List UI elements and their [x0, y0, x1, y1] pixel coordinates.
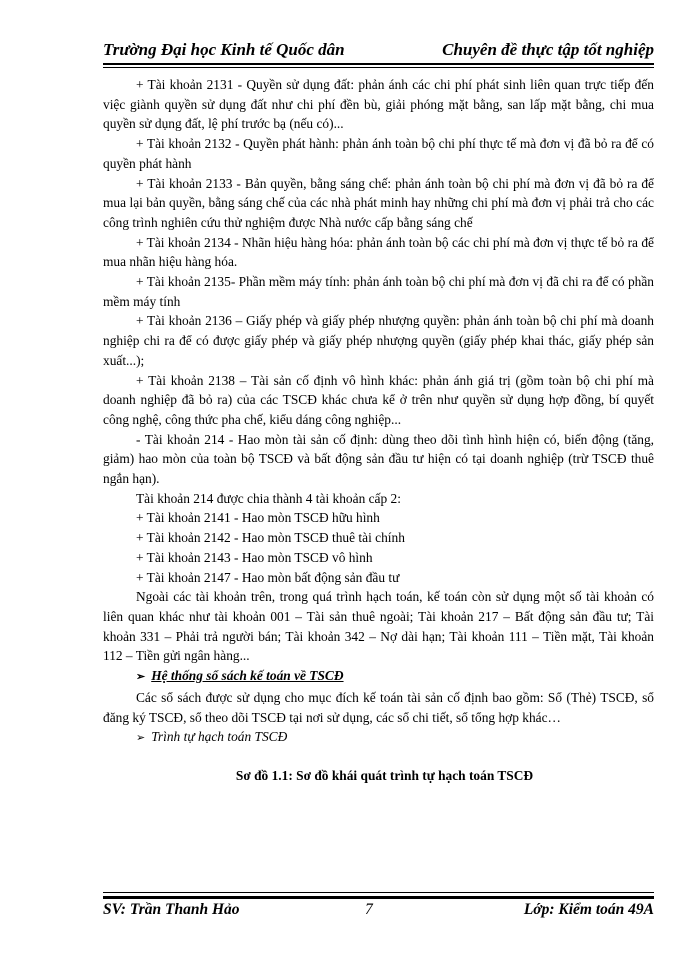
- page-body: [103, 75, 654, 786]
- header-rule-thick: [103, 63, 654, 65]
- paragraph-tk2136: + Tài khoản 2136 – Giấy phép và giấy phép nhượng quyền: phản ánh toàn bộ chi phí mà doanh nghiệp chi ra để có được giấy phép và giấy phép nhượng quyền (giấy phép khai thác, giấy phép sản xuất...);: [103, 313, 654, 368]
- section-heading-books-text: Hệ thống sổ sách kế toán về TSCĐ: [151, 668, 344, 684]
- header-report-title: Chuyên đề thực tập tốt nghiệp: [442, 40, 654, 59]
- footer-class: Lớp: Kiểm toán 49A: [523, 901, 654, 918]
- paragraph-books: Các sổ sách được sử dụng cho mục đích kế toán tài sản cố định bao gồm: Sổ (Thẻ) TSCĐ, sổ đăng ký TSCĐ, sổ theo dõi TSCĐ tại nơi sử dụng, các sổ chi tiết, sổ tổng hợp khác…: [103, 689, 654, 725]
- arrow-bullet-icon: ➢: [136, 732, 146, 745]
- list-item-tk2141: + Tài khoản 2141 - Hao mòn TSCĐ hữu hình: [136, 510, 380, 526]
- list-item-tk2143: + Tài khoản 2143 - Hao mòn TSCĐ vô hình: [136, 549, 373, 565]
- page-header: [103, 40, 654, 64]
- paragraph-tk2134: + Tài khoản 2134 - Nhãn hiệu hàng hóa: phản ánh toàn bộ các chi phí mà đơn vị thực tế bỏ ra để mua nhãn hiệu hàng hóa.: [103, 234, 654, 270]
- section-heading-books: [103, 666, 654, 688]
- footer-rule-thin: [103, 892, 654, 893]
- paragraph-tk214: - Tài khoản 214 - Hao mòn tài sản cố định: dùng theo dõi tình hình hiện có, biến động (tăng, giảm) hao mòn của toàn bộ TSCĐ và bất động sản đầu tư hiện có tại doanh nghiệp (trừ TSCĐ thuê ngắn hạn).: [103, 431, 654, 487]
- page-footer: [103, 901, 654, 925]
- arrow-bullet-icon: ➢: [136, 671, 146, 684]
- paragraph-other-accounts: Ngoài các tài khoản trên, trong quá trình hạch toán, kế toán còn sử dụng một số tài khoản có liên quan khác như tài khoản 001 – Tài sản thuê ngoài; Tài khoản 217 – Bất động sản đầu tư; Tài khoản 331 – Phải trả người bán; Tài khoản 342 – Nợ dài hạn; Tài khoản 111 – Tiền mặt, Tài khoản 112 – Tiền gửi ngân hàng...: [103, 589, 654, 664]
- footer-rule-thick: [103, 896, 654, 899]
- footer-student: SV: Trần Thanh Hảo: [103, 901, 240, 918]
- list-item-tk2142: + Tài khoản 2142 - Hao mòn TSCĐ thuê tài chính: [136, 530, 405, 546]
- header-university: Trường Đại học Kinh tế Quốc dân: [103, 40, 345, 59]
- diagram-title: Sơ đồ 1.1: Sơ đồ khái quát trình tự hạch toán TSCĐ: [235, 767, 534, 783]
- paragraph-tk2131: + Tài khoản 2131 - Quyền sử dụng đất: phản ánh các chi phí phát sinh liên quan trực tiếp đến việc giành quyền sử dụng đất như chi phí đền bù, giải phóng mặt bằng, san lấp mặt bằng, chi mua quyền sử dụng đất, lệ phí trước bạ (nếu có)...: [103, 77, 654, 132]
- section-heading-sequence: [103, 727, 654, 749]
- paragraph-tk2133: + Tài khoản 2133 - Bản quyền, bằng sáng chế: phản ánh toàn bộ chi phí mà đơn vị đã bỏ ra để mua lại bản quyền, bằng sáng chế của các nhà phát minh hay những chi phí mà đơn vị phải trả cho các công trình nghiên cứu thử nghiệm được Nhà nước cấp bằng sáng chế: [103, 175, 654, 230]
- paragraph-tk2132: + Tài khoản 2132 - Quyền phát hành: phản ánh toàn bộ chi phí thực tế mà đơn vị đã bỏ ra để có quyền phát hành: [103, 136, 654, 171]
- paragraph-tk2135: + Tài khoản 2135- Phần mềm máy tính: phản ánh toàn bộ chi phí mà đơn vị đã chi ra để có phần mềm máy tính: [103, 274, 654, 309]
- paragraph-tk214-intro: Tài khoản 214 được chia thành 4 tài khoản cấp 2:: [136, 490, 401, 506]
- section-heading-sequence-text: Trình tự hạch toán TSCĐ: [151, 729, 288, 745]
- header-rule-thin: [103, 67, 654, 68]
- paragraph-tk2138: + Tài khoản 2138 – Tài sản cố định vô hình khác: phản ánh giá trị (gồm toàn bộ chi phí mà doanh nghiệp đã bỏ ra) của các TSCĐ khác chưa kể ở trên như quyền sử dụng hợp đồng, bí quyết công nghệ, công thức pha chế, kiểu dáng công nghiệp...: [103, 372, 654, 427]
- page-number: 7: [365, 901, 373, 918]
- list-item-tk2147: + Tài khoản 2147 - Hao mòn bất động sản đầu tư: [136, 569, 400, 585]
